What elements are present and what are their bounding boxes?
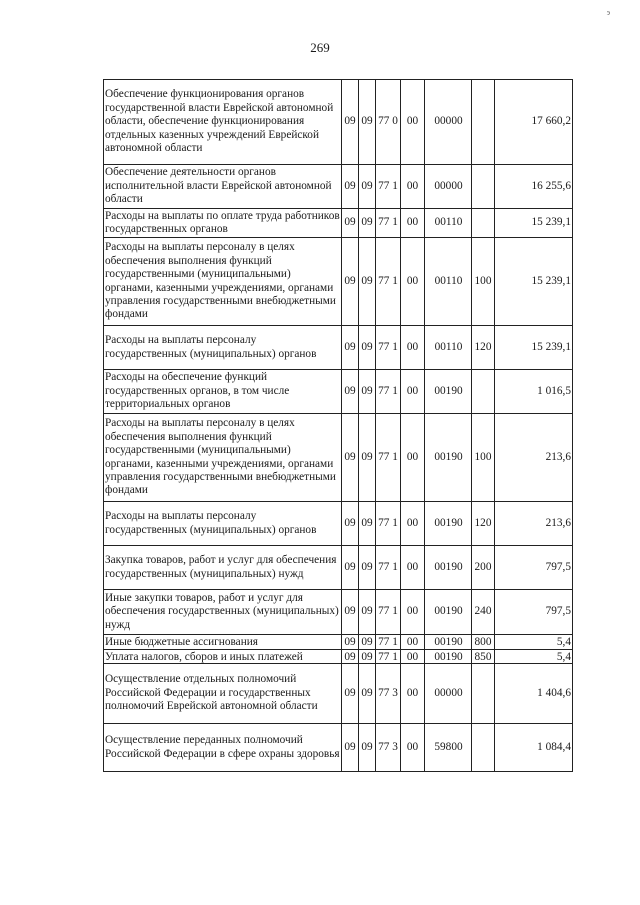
row-program: 77 3 [376, 724, 401, 772]
row-amount: 213,6 [495, 502, 573, 546]
row-program: 77 1 [376, 414, 401, 502]
row-subprogram: 00 [401, 326, 425, 370]
row-expense-type: 800 [472, 635, 495, 650]
table-row [104, 209, 573, 238]
row-subprogram: 00 [401, 724, 425, 772]
row-section: 09 [342, 635, 359, 650]
row-amount: 1 404,6 [495, 664, 573, 724]
row-direction: 00110 [425, 209, 472, 238]
row-description: Обеспечение функционирования органов государственной власти Еврейской автономной области, обеспечение функционирования отдельных казенных учреждений Еврейской автономной области [104, 80, 342, 165]
row-section: 09 [342, 546, 359, 590]
row-subsection: 09 [359, 414, 376, 502]
row-description: Расходы на выплаты персоналу в целях обеспечения выполнения функций государственными (муниципальными) органами, казенными учреждениями, органами управления государственными внебюджетными фондами [104, 414, 342, 502]
row-subsection: 09 [359, 724, 376, 772]
row-expense-type: 850 [472, 650, 495, 664]
row-amount: 1 084,4 [495, 724, 573, 772]
row-expense-type [472, 724, 495, 772]
row-direction: 00110 [425, 326, 472, 370]
row-amount: 797,5 [495, 590, 573, 635]
row-subprogram: 00 [401, 546, 425, 590]
row-program: 77 1 [376, 650, 401, 664]
row-expense-type [472, 664, 495, 724]
row-amount: 1 016,5 [495, 370, 573, 414]
row-direction: 00000 [425, 165, 472, 209]
row-expense-type: 120 [472, 502, 495, 546]
row-description: Расходы на выплаты персоналу государственных (муниципальных) органов [104, 326, 342, 370]
row-subprogram: 00 [401, 414, 425, 502]
row-program: 77 1 [376, 209, 401, 238]
row-amount: 5,4 [495, 635, 573, 650]
budget-table [103, 79, 573, 772]
row-direction: 00190 [425, 546, 472, 590]
row-amount: 16 255,6 [495, 165, 573, 209]
table-row [104, 238, 573, 326]
corner-mark: э [606, 8, 610, 17]
row-amount: 15 239,1 [495, 209, 573, 238]
row-expense-type: 100 [472, 414, 495, 502]
row-subsection: 09 [359, 238, 376, 326]
table-row [104, 326, 573, 370]
row-subsection: 09 [359, 370, 376, 414]
row-program: 77 3 [376, 664, 401, 724]
row-section: 09 [342, 326, 359, 370]
row-subsection: 09 [359, 502, 376, 546]
row-expense-type [472, 80, 495, 165]
row-direction: 00000 [425, 664, 472, 724]
row-program: 77 1 [376, 326, 401, 370]
row-description: Иные закупки товаров, работ и услуг для обеспечения государственных (муниципальных) нужд [104, 590, 342, 635]
row-section: 09 [342, 165, 359, 209]
table-row [104, 370, 573, 414]
row-description: Расходы на выплаты по оплате труда работников государственных органов [104, 209, 342, 238]
row-subprogram: 00 [401, 650, 425, 664]
row-section: 09 [342, 414, 359, 502]
row-program: 77 1 [376, 370, 401, 414]
row-section: 09 [342, 664, 359, 724]
row-program: 77 1 [376, 165, 401, 209]
row-program: 77 1 [376, 502, 401, 546]
row-subsection: 09 [359, 664, 376, 724]
row-subprogram: 00 [401, 238, 425, 326]
row-direction: 00190 [425, 635, 472, 650]
row-direction: 00000 [425, 80, 472, 165]
table-row [104, 724, 573, 772]
row-section: 09 [342, 650, 359, 664]
row-subsection: 09 [359, 209, 376, 238]
row-amount: 17 660,2 [495, 80, 573, 165]
row-subprogram: 00 [401, 590, 425, 635]
row-description: Расходы на обеспечение функций государственных органов, в том числе территориальных органов [104, 370, 342, 414]
row-description: Осуществление переданных полномочий Российской Федерации в сфере охраны здоровья [104, 724, 342, 772]
row-subsection: 09 [359, 590, 376, 635]
row-section: 09 [342, 370, 359, 414]
row-section: 09 [342, 80, 359, 165]
row-expense-type: 200 [472, 546, 495, 590]
row-expense-type: 240 [472, 590, 495, 635]
row-subprogram: 00 [401, 209, 425, 238]
table-row [104, 635, 573, 650]
row-description: Закупка товаров, работ и услуг для обеспечения государственных (муниципальных) нужд [104, 546, 342, 590]
row-section: 09 [342, 502, 359, 546]
row-program: 77 1 [376, 238, 401, 326]
row-amount: 5,4 [495, 650, 573, 664]
row-amount: 213,6 [495, 414, 573, 502]
row-expense-type [472, 370, 495, 414]
row-description: Обеспечение деятельности органов исполнительной власти Еврейской автономной области [104, 165, 342, 209]
row-direction: 00190 [425, 502, 472, 546]
table-row [104, 590, 573, 635]
table-row [104, 650, 573, 664]
row-section: 09 [342, 590, 359, 635]
row-description: Расходы на выплаты персоналу государственных (муниципальных) органов [104, 502, 342, 546]
row-amount: 15 239,1 [495, 238, 573, 326]
row-description: Иные бюджетные ассигнования [104, 635, 342, 650]
row-direction: 00190 [425, 414, 472, 502]
row-expense-type [472, 165, 495, 209]
row-direction: 00110 [425, 238, 472, 326]
table-row [104, 80, 573, 165]
row-direction: 00190 [425, 650, 472, 664]
table-row [104, 502, 573, 546]
row-subprogram: 00 [401, 635, 425, 650]
table-row [104, 165, 573, 209]
row-subsection: 09 [359, 326, 376, 370]
row-subprogram: 00 [401, 502, 425, 546]
row-subsection: 09 [359, 165, 376, 209]
row-subsection: 09 [359, 635, 376, 650]
row-subsection: 09 [359, 80, 376, 165]
row-description: Уплата налогов, сборов и иных платежей [104, 650, 342, 664]
row-program: 77 1 [376, 590, 401, 635]
row-subprogram: 00 [401, 370, 425, 414]
row-expense-type [472, 209, 495, 238]
row-subsection: 09 [359, 546, 376, 590]
row-description: Осуществление отдельных полномочий Российской Федерации и государственных полномочий Еврейской автономной области [104, 664, 342, 724]
table-row [104, 546, 573, 590]
row-direction: 00190 [425, 370, 472, 414]
row-program: 77 1 [376, 546, 401, 590]
row-subsection: 09 [359, 650, 376, 664]
table-row [104, 414, 573, 502]
row-amount: 15 239,1 [495, 326, 573, 370]
row-section: 09 [342, 724, 359, 772]
row-program: 77 1 [376, 635, 401, 650]
budget-table-body [104, 80, 573, 772]
table-row [104, 664, 573, 724]
row-subprogram: 00 [401, 165, 425, 209]
row-section: 09 [342, 238, 359, 326]
page-number: 269 [310, 40, 330, 55]
row-program: 77 0 [376, 80, 401, 165]
row-expense-type: 120 [472, 326, 495, 370]
row-subprogram: 00 [401, 664, 425, 724]
row-section: 09 [342, 209, 359, 238]
row-direction: 59800 [425, 724, 472, 772]
row-expense-type: 100 [472, 238, 495, 326]
row-description: Расходы на выплаты персоналу в целях обеспечения выполнения функций государственными (муниципальными) органами, казенными учреждениями, органами управления государственными внебюджетными фондами [104, 238, 342, 326]
row-amount: 797,5 [495, 546, 573, 590]
row-subprogram: 00 [401, 80, 425, 165]
row-direction: 00190 [425, 590, 472, 635]
